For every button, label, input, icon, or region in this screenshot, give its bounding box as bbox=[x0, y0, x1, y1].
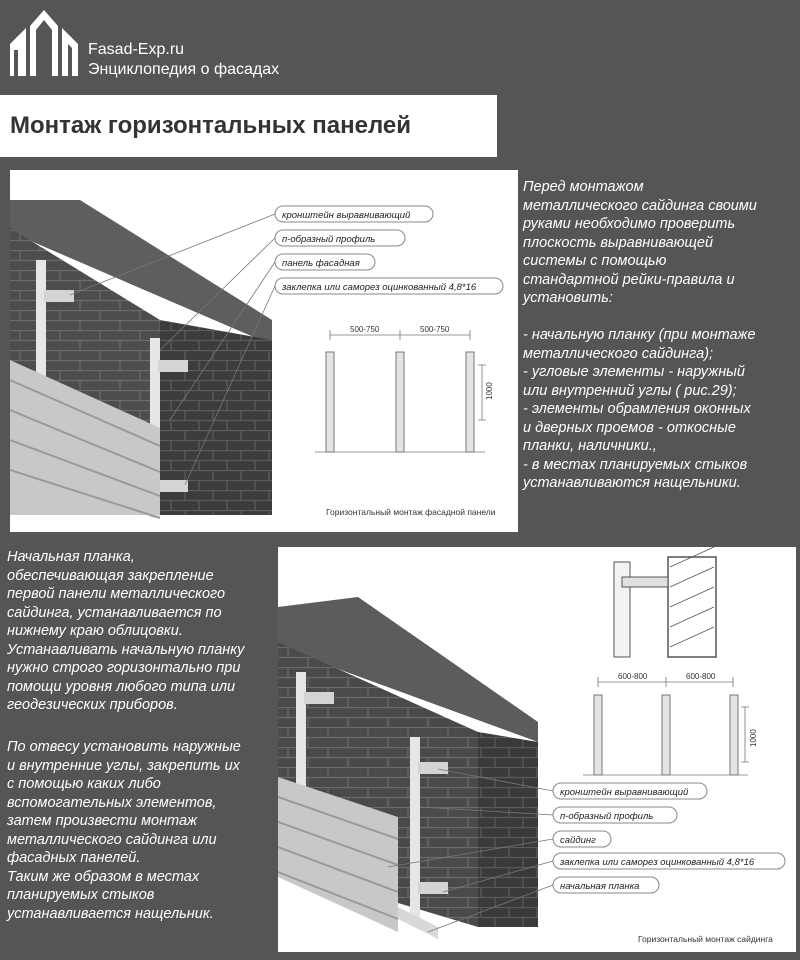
fig2-label-profile: п-образный профиль bbox=[560, 811, 654, 822]
fig2-label-starter: начальная планка bbox=[560, 881, 640, 892]
fig1-dimension-diagram bbox=[315, 330, 486, 452]
fig1-label-bracket: кронштейн выравнивающий bbox=[282, 210, 411, 221]
figure-facade-panel bbox=[10, 170, 518, 532]
fig1-dim-a: 500-750 bbox=[350, 325, 380, 334]
site-logo-icon[interactable] bbox=[8, 6, 80, 78]
site-name[interactable]: Fasad-Exp.ru bbox=[88, 41, 185, 58]
site-subtitle: Энциклопедия о фасадах bbox=[88, 61, 280, 78]
title-box bbox=[0, 95, 497, 157]
starter-strip-paragraph: Начальная планка, обеспечивающая закрепление первой панели металлического сайдинга, устанавливается по нижнему краю облицовки. Устанавливать начальную планку нужно строго горизонтально при помощи уровня любого типа или геодезических приборов. bbox=[7, 549, 245, 713]
corners-paragraph: По отвесу установить наружные и внутренние углы, закрепить их с помощью каких либо вспомогательных элементов, затем произвести монтаж металлического сайдинга или фасадных панелей. Таким же образом в местах планируемых стыков устанавливается нащельник. bbox=[7, 739, 241, 922]
fig1-dim-b: 500-750 bbox=[420, 325, 450, 334]
fig2-dim-a: 600-800 bbox=[618, 672, 648, 681]
fig2-label-rivet: заклепка или саморез оцинкованный 4,8*16 bbox=[560, 857, 755, 868]
figure-siding bbox=[278, 547, 796, 952]
fig2-dim-b: 600-800 bbox=[686, 672, 716, 681]
fig1-label-profile: п-образный профиль bbox=[282, 234, 376, 245]
fig1-caption: Горизонтальный монтаж фасадной панели bbox=[326, 507, 496, 517]
fig2-dimension-diagram bbox=[583, 677, 749, 775]
fig2-label-siding: сайдинг bbox=[560, 835, 596, 846]
intro-paragraph: Перед монтажом металлического сайдинга своими руками необходимо проверить плоскость выравнивающей системы с помощью стандартной рейки-правила и установить: - начальную планку (при монтаже металлического сайдинга); - угловые элементы - наружный или внутренний углы ( рис.29); - элементы обрамления оконных и дверных проемов - откосные планки, наличники., - в местах планируемых стыков устанавливаются нащельники. bbox=[523, 179, 757, 491]
detail-section bbox=[614, 547, 716, 657]
page-title: Монтаж горизонтальных панелей bbox=[10, 112, 412, 139]
fig2-caption: Горизонтальный монтаж сайдинга bbox=[638, 934, 773, 944]
wall-illustration-2 bbox=[278, 597, 538, 939]
fig2-label-bracket: кронштейн выравнивающий bbox=[560, 787, 689, 798]
fig1-label-panel: панель фасадная bbox=[282, 258, 360, 269]
fig2-dim-v: 1000 bbox=[749, 729, 758, 747]
fig1-label-rivet: заклепка или саморез оцинкованный 4,8*16 bbox=[282, 282, 477, 293]
wall-illustration bbox=[10, 200, 272, 518]
fig1-dim-v: 1000 bbox=[485, 382, 494, 400]
